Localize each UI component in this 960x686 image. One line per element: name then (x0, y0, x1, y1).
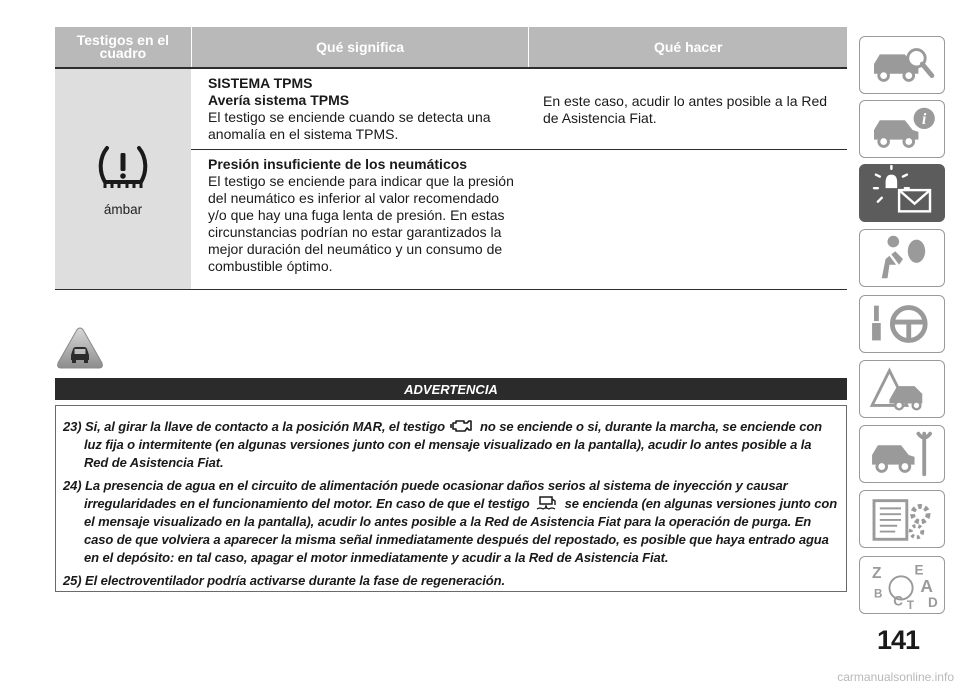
svg-text:B: B (874, 588, 883, 601)
action-cell (528, 150, 847, 275)
header-meaning: Qué significa (192, 27, 529, 67)
note-text: no se enciende o si, durante la marcha, se enciende con luz fija o intermitente (en algunas versiones junto con el mensaje visualizado en la pantalla), acudir lo antes posible a la Red de Asistencia Fiat. (84, 419, 823, 470)
svg-text:E: E (914, 562, 924, 578)
car-search-icon (860, 37, 944, 93)
row-meaning-text: El testigo se enciende para indicar que la presión del neumático es inferior al valor recomendado y/o que hay una fuga lenta de presión. En estas circunstancias podrían no estar garantizados la mejor duración del neumático y un consumo de combustible óptimo. (208, 173, 514, 274)
warning-note (63, 572, 838, 590)
row-subheading: Avería sistema TPMS (208, 92, 350, 108)
nav-tab-emergency[interactable] (859, 360, 945, 418)
warning-lights-table (55, 27, 847, 290)
header-action: Qué hacer (529, 27, 847, 67)
nav-tab-safety[interactable] (859, 229, 945, 287)
table-row (191, 69, 847, 150)
note-text: se encienda (en algunas versiones junto con el mensaje visualizado en la pantalla), acudir lo antes posible a la Red de Asistencia Fiat para la operación de purga. En caso de que volviera a aparecer la misma señal inmediatamente después del repostado, es posible que haya entrado agua en el depósito: en tal caso, apagar el motor inmediatamente y acudir a la Red de Asistencia Fiat. (84, 496, 838, 565)
meaning-cell (191, 69, 528, 149)
header-indicators: Testigos en el cuadro (55, 27, 191, 67)
table-body (55, 69, 847, 290)
note-text: 24) La presencia de agua en el circuito de alimentación puede ocasionar daños serios al sistema de inyección y causar irregularidades en el funcionamiento del motor. En caso de que el testigo (63, 478, 788, 511)
nav-tab-index[interactable] (859, 556, 945, 614)
section-heading: SISTEMA TPMS (208, 75, 313, 91)
alphabetical-index-icon (860, 557, 944, 613)
engine-check-icon (450, 418, 474, 433)
tpms-warning-icon (95, 142, 151, 194)
row-meaning-text: El testigo se enciende cuando se detecta una anomalía en el sistema TPMS. (208, 109, 491, 142)
driving-warning-icon (55, 325, 105, 371)
meaning-cell (191, 150, 528, 275)
nav-tab-maintenance[interactable] (859, 425, 945, 483)
nav-tab-car-search[interactable] (859, 36, 945, 94)
svg-text:i: i (922, 111, 927, 129)
nav-tab-technical-data[interactable] (859, 490, 945, 548)
svg-text:A: A (920, 575, 933, 596)
svg-text:C: C (893, 593, 904, 609)
indicator-cell (55, 69, 191, 289)
warning-note (63, 477, 838, 567)
warning-note (63, 418, 838, 472)
svg-text:T: T (906, 600, 914, 613)
emergency-car-icon (860, 361, 944, 417)
car-info-icon (860, 101, 944, 157)
table-header (55, 27, 847, 67)
water-in-fuel-icon (535, 495, 559, 510)
car-maintenance-icon (860, 426, 944, 482)
technical-data-icon (860, 491, 944, 547)
steering-wheel-icon (860, 296, 944, 352)
nav-tab-car-info[interactable] (859, 100, 945, 158)
watermark: carmanualsonline.info (837, 670, 954, 684)
note-text: 25) El electroventilador podría activarse durante la fase de regeneración. (63, 573, 505, 588)
table-row (191, 150, 847, 275)
action-cell: En este caso, acudir lo antes posible a la Red de Asistencia Fiat. (543, 93, 828, 126)
svg-text:D: D (928, 595, 938, 611)
warning-title-bar: ADVERTENCIA (55, 378, 847, 400)
warning-lights-icon (860, 165, 944, 221)
safety-airbag-icon (860, 230, 944, 286)
nav-tab-driving[interactable] (859, 295, 945, 353)
page-number: 141 (877, 625, 920, 655)
indicator-color-label: ámbar (103, 201, 143, 217)
nav-tab-warning-lights[interactable] (859, 164, 945, 222)
svg-text:Z: Z (872, 565, 882, 583)
note-text: 23) Si, al girar la llave de contacto a la posición MAR, el testigo (63, 419, 445, 434)
row-subheading: Presión insuficiente de los neumáticos (208, 156, 468, 172)
warning-notes (55, 405, 847, 592)
